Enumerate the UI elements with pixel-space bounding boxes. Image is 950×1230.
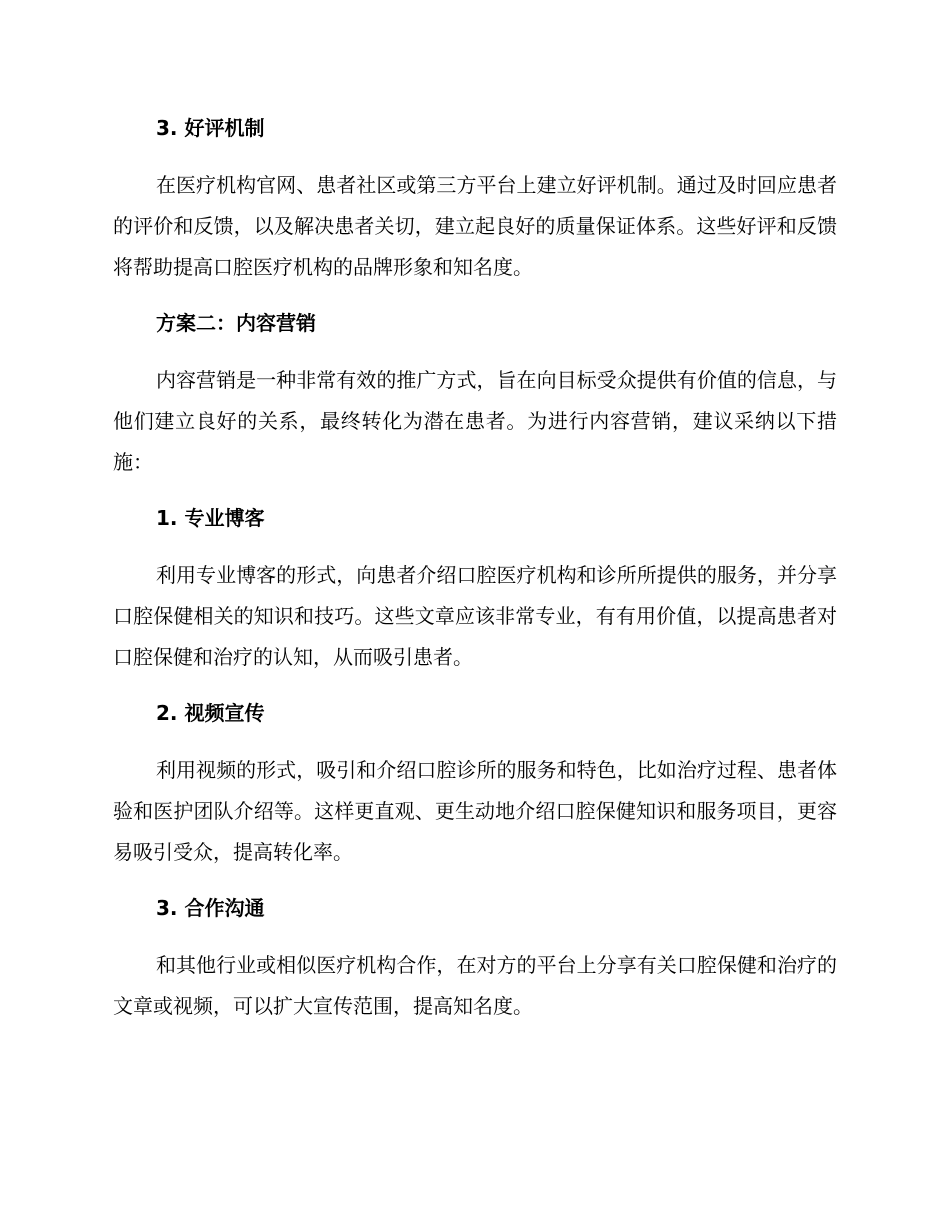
section-heading-content-marketing: 方案二：内容营销 xyxy=(156,311,316,335)
section-paragraph-content-marketing: 内容营销是一种非常有效的推广方式，旨在向目标受众提供有价值的信息，与他们建立良好的关系，最终转化为潜在患者。为进行内容营销，建议采纳以下措施： xyxy=(113,368,837,474)
section-heading-professional-blog: 1. 专业博客 xyxy=(156,506,265,530)
section-heading-good-review: 3. 好评机制 xyxy=(156,116,265,140)
section-paragraph-good-review: 在医疗机构官网、患者社区或第三方平台上建立好评机制。通过及时回应患者的评价和反馈，以及解决患者关切，建立起良好的质量保证体系。这些好评和反馈将帮助提高口腔医疗机构的品牌形象和知名度。 xyxy=(113,173,837,279)
section-heading-cooperation: 3. 合作沟通 xyxy=(156,896,265,920)
document-body xyxy=(113,108,837,1027)
section-paragraph-professional-blog: 利用专业博客的形式，向患者介绍口腔医疗机构和诊所所提供的服务，并分享口腔保健相关的知识和技巧。这些文章应该非常专业，有有用价值，以提高患者对口腔保健和治疗的认知，从而吸引患者。 xyxy=(113,563,837,669)
section-heading-video-promotion: 2. 视频宣传 xyxy=(156,701,265,725)
section-paragraph-cooperation: 和其他行业或相似医疗机构合作，在对方的平台上分享有关口腔保健和治疗的文章或视频，可以扩大宣传范围，提高知名度。 xyxy=(113,953,837,1018)
section-paragraph-video-promotion: 利用视频的形式，吸引和介绍口腔诊所的服务和特色，比如治疗过程、患者体验和医护团队介绍等。这样更直观、更生动地介绍口腔保健知识和服务项目，更容易吸引受众，提高转化率。 xyxy=(113,758,837,864)
